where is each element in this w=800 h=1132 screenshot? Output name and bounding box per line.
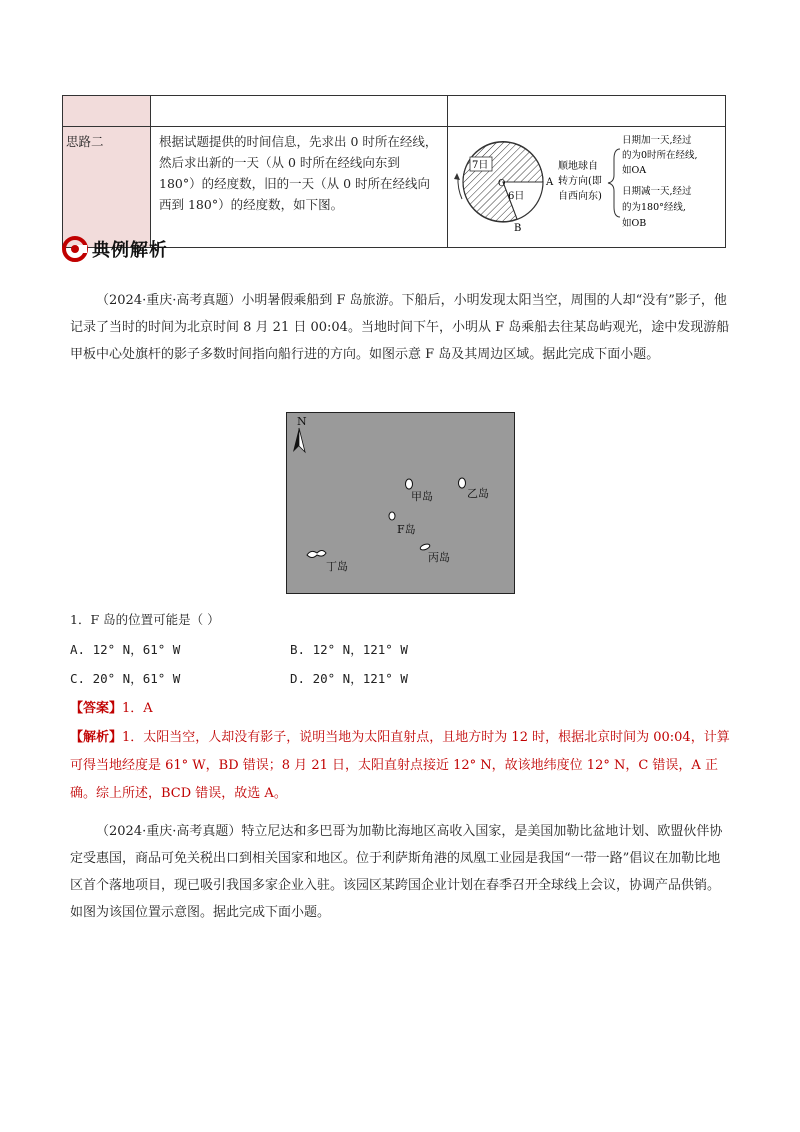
island-f-icon	[389, 512, 395, 520]
island-jia-icon	[406, 479, 413, 489]
option-b[interactable]: B. 12° N，121° W	[290, 642, 408, 657]
option-d[interactable]: D. 20° N，121° W	[290, 671, 408, 686]
answer-tag: 【答案】	[70, 701, 123, 716]
table-text-cell	[151, 96, 448, 127]
table-text-cell: 根据试题提供的时间信息，先求出 0 时所在经线，然后求出新的一天（从 0 时所在经线向东到 180°）的经度数，旧的一天（从 0 时所在经线向西到 180°）的经度数，如下图。	[151, 127, 448, 248]
island-f-label: F岛	[397, 523, 416, 536]
north-label: N	[297, 415, 307, 428]
note-a-text: 的为0时所在经线,	[622, 150, 698, 161]
island-bing-label: 丙岛	[428, 551, 450, 564]
explanation	[70, 724, 735, 808]
rotation-arrow-icon	[454, 173, 460, 180]
table-row	[63, 127, 726, 248]
date-line-diagram	[448, 127, 726, 239]
table-figure-cell	[448, 96, 726, 127]
section-title: 典例解析	[92, 240, 168, 261]
rotation-text: 顺地球自	[558, 161, 598, 172]
island-ding-label: 丁岛	[326, 560, 348, 573]
option-a[interactable]: A. 12° N，61° W	[70, 642, 181, 657]
option-c[interactable]: C. 20° N，61° W	[70, 671, 181, 686]
island-map	[286, 412, 515, 594]
brace	[608, 149, 620, 217]
passage-2: （2024·重庆·高考真题）特立尼达和多巴哥为加勒比海地区高收入国家，是美国加勒比盆地计划、欧盟伙伴协定受惠国，商品可免关税出口到相关国家和地区。位于利萨斯角港的凤凰工业园是我国“一带一路”倡议在加勒比地区首个落地项目，现已吸引我国多家企业入驻。该园区某跨国企业计划在春季召开全球线上会议，协调产品供销。如图为该国位置示意图。据此完成下面小题。	[70, 824, 723, 920]
note-b-text: 的为180°经线,	[622, 202, 686, 213]
explanation-text: 1．太阳当空，人却没有影子，说明当地为太阳直射点，且地方时为 12 时，根据北京时间为 00:04，计算可得当地经度是 61° W，BD 错误；8 月 21 日，太阳直射点接近 12° N，故该地纬度位 12° N，C 错误，A 正确。综上所述，BCD 错误，故选 A。	[70, 730, 730, 801]
map-background	[287, 413, 515, 594]
table-figure-cell	[448, 127, 726, 248]
section-header	[62, 234, 168, 264]
island-yi-label: 乙岛	[467, 487, 489, 500]
note-b-text: 日期减一天,经过	[622, 186, 692, 197]
note-b-text: 如OB	[622, 218, 647, 229]
rotation-text: 自西向东)	[558, 191, 602, 202]
label-6-day: 6日	[508, 191, 525, 202]
note-a-text: 如OA	[622, 165, 647, 176]
answer-text: 1．A	[122, 701, 153, 716]
label-b: B	[514, 223, 522, 234]
note-a-text: 日期加一天,经过	[622, 135, 692, 146]
table-row	[63, 96, 726, 127]
label-a: A	[546, 177, 554, 188]
table-label-cell: 思路二	[63, 127, 151, 248]
passage-1: （2024·重庆·高考真题）小明暑假乘船到 F 岛旅游。下船后，小明发现太阳当空，周围的人却“没有”影子，他记录了当时的时间为北京时间 8 月 21 日 00:04。当地时间下午，小明从 F 岛乘船去往某岛屿观光，途中发现游船甲板中心处旗杆的影子多数时间指向船行进的方向。如图示意 F 岛及其周边区域。据此完成下面小题。	[70, 293, 730, 362]
table-label-cell	[63, 96, 151, 127]
method-table	[62, 95, 726, 248]
label-7-day: 7日	[472, 160, 489, 171]
explanation-tag: 【解析】	[70, 730, 123, 745]
rotation-text: 转方向(即	[558, 176, 602, 187]
answer-line	[70, 697, 153, 716]
section-c-icon	[62, 236, 88, 262]
island-yi-icon	[459, 478, 466, 488]
island-jia-label: 甲岛	[411, 490, 433, 503]
question-stem: 1．F 岛的位置可能是（ ）	[70, 612, 220, 627]
label-o: O	[498, 179, 506, 189]
